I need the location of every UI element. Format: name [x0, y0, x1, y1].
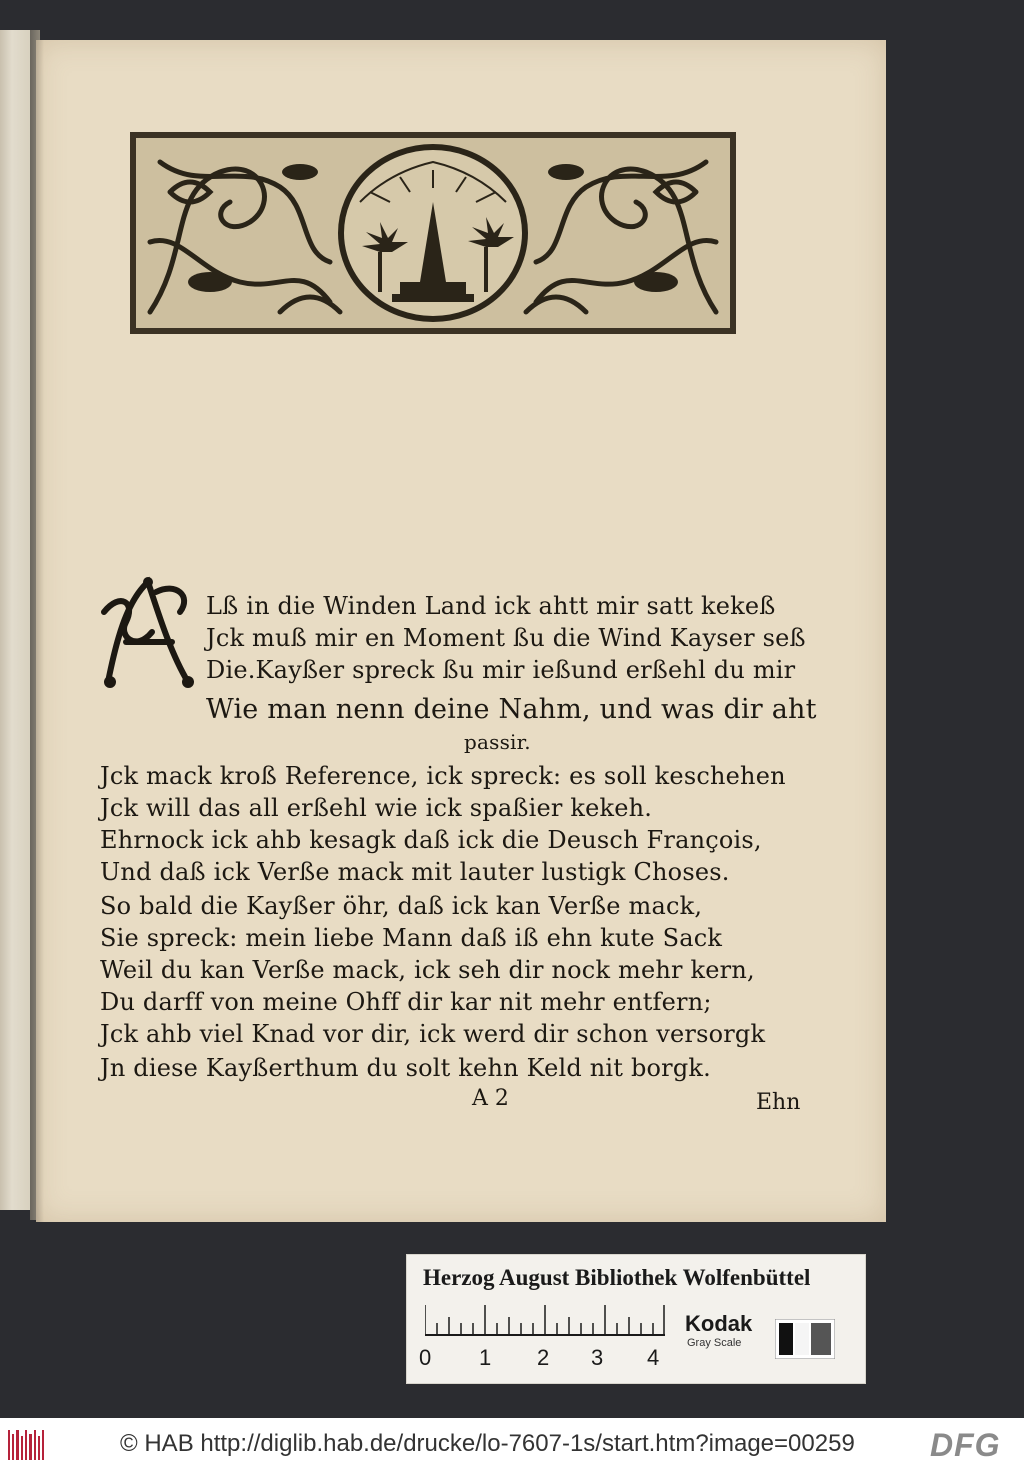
verse-line-7: Weil du kan Verße mack, ick seh dir nock mehr kern, — [100, 956, 755, 984]
opening-line-5: passir. — [464, 730, 531, 754]
gray-scale-patches-icon — [775, 1319, 835, 1359]
ruler-number-4: 4 — [647, 1345, 660, 1370]
catchword: Ehn — [756, 1090, 801, 1115]
opening-line-1: Lß in die Winden Land ick ahtt mir satt kekeß — [206, 592, 776, 620]
footer-credit — [120, 1430, 855, 1458]
decorated-initial-icon — [96, 572, 200, 692]
verse-line-3: Ehrnock ick ahb kesagk daß ick die Deusch François, — [100, 826, 762, 854]
library-color-card — [406, 1254, 866, 1384]
ruler-number-0: 0 — [419, 1345, 432, 1370]
verse-line-9: Jck ahb viel Knad vor dir, ick werd dir schon versorgk — [100, 1020, 766, 1048]
footer-bar — [0, 1418, 1024, 1472]
verse-line-4: Und daß ick Verße mack mit lauter lustigk Choses. — [100, 858, 730, 886]
verse-line-2: Jck will das all erßehl wie ick spaßier kekeh. — [100, 794, 653, 822]
dfg-logo: DFG — [930, 1427, 1001, 1463]
ruler-scale — [425, 1301, 665, 1341]
verse-line-10: Jn diese Kayßerthum du solt kehn Keld nit borgk. — [100, 1054, 711, 1082]
barcode-icon — [8, 1428, 44, 1462]
book-page — [36, 40, 886, 1222]
verse-line-1: Jck mack kroß Reference, ick spreck: es soll keschehen — [100, 762, 786, 790]
verse-line-8: Du darff von meine Ohff dir kar nit mehr entfern; — [100, 988, 712, 1016]
verse-line-6: Sie spreck: mein liebe Mann daß iß ehn kute Sack — [100, 924, 723, 952]
opening-line-3: Die.Kayßer spreck ßu mir ießund erßehl du mir — [206, 656, 796, 684]
page-gutter-shade — [36, 40, 44, 1222]
opening-line-2: Jck muß mir en Moment ßu die Wind Kayser seß — [206, 624, 806, 652]
ruler-number-3: 3 — [591, 1345, 604, 1370]
ruler-number-1: 1 — [479, 1345, 492, 1370]
verse-line-5: So bald die Kayßer öhr, daß ick kan Verße mack, — [100, 892, 703, 920]
ruler-number-2: 2 — [537, 1345, 550, 1370]
opening-line-4: Wie man nenn deine Nahm, und was dir aht — [206, 694, 817, 725]
left-page-edge — [0, 30, 30, 1210]
kodak-gray-scale-label: Gray Scale — [687, 1337, 742, 1349]
kodak-brand: Kodak — [685, 1311, 753, 1336]
copyright-label: © HAB — [120, 1430, 194, 1457]
signature-mark: A 2 — [472, 1086, 509, 1111]
source-url-link[interactable]: http://diglib.hab.de/drucke/lo-7607-1s/start.htm?image=00259 — [200, 1430, 855, 1457]
library-name: Herzog August Bibliothek Wolfenbüttel — [423, 1265, 811, 1290]
ornamental-headpiece-icon — [130, 132, 736, 334]
